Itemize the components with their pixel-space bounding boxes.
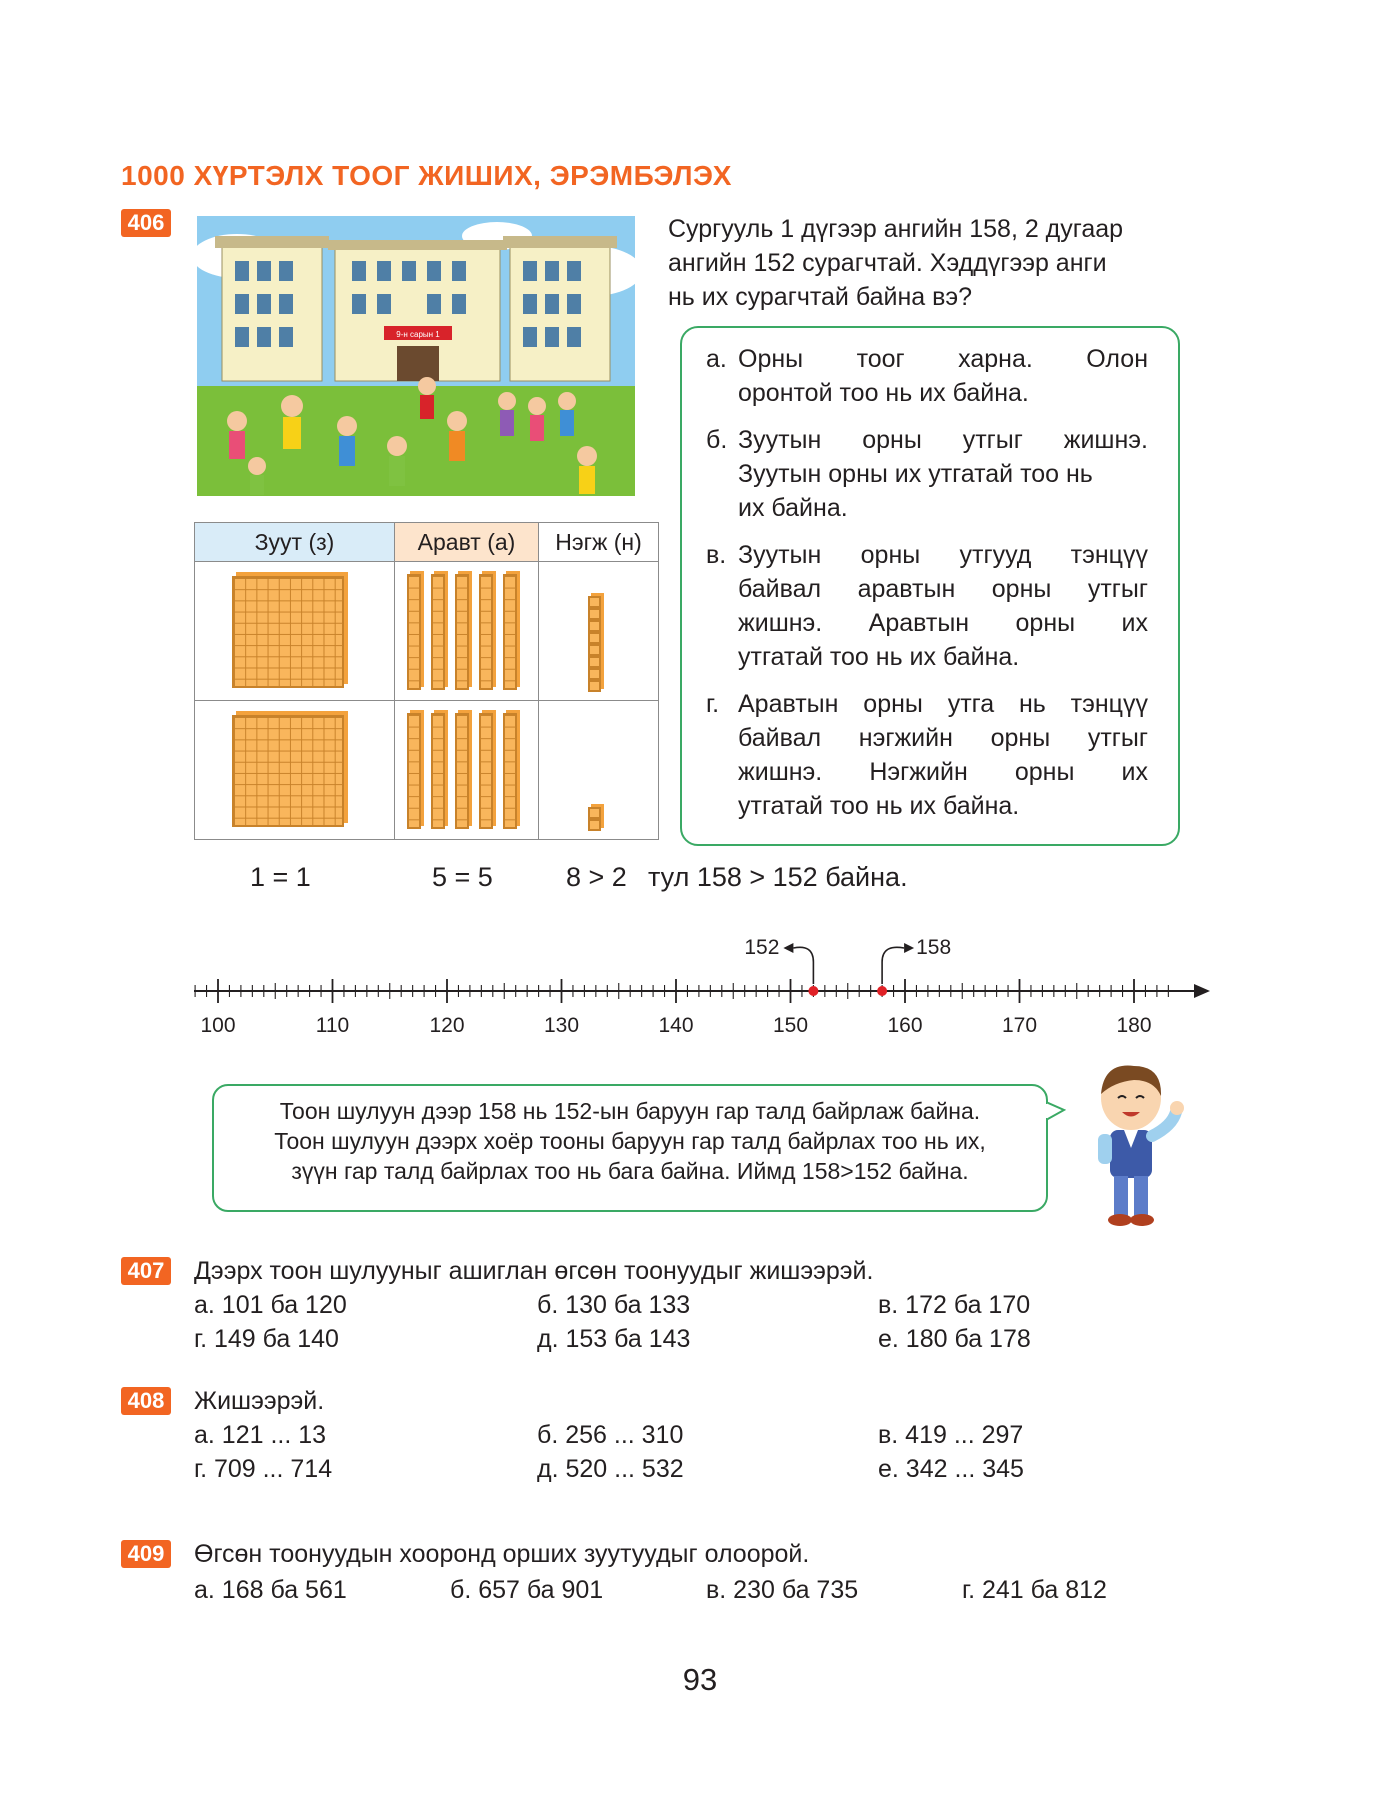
exercise-407-item-g: г. 149 ба 140 <box>194 1325 339 1353</box>
exercise-408-item-a: а. 121 ... 13 <box>194 1421 327 1449</box>
arrow-to-152-icon <box>793 947 813 984</box>
exercise-407-item-e: е. 180 ба 178 <box>878 1325 1031 1353</box>
tens-header: Аравт (а) <box>395 523 539 562</box>
rule-line: утгатай тоо нь их байна. <box>738 643 1020 671</box>
exercise-409-item-a: а. 168 ба 561 <box>194 1576 347 1604</box>
exercise-408-item-d: д. 520 ... 532 <box>537 1455 684 1483</box>
hundred-block <box>232 715 344 827</box>
ones-header: Нэгж (н) <box>539 523 659 562</box>
question-line: Сургууль 1 дүгээр ангийн 158, 2 дугаар <box>668 215 1124 243</box>
rule-label: в. <box>706 541 727 569</box>
exercise-407-item-v: в. 172 ба 170 <box>878 1291 1031 1319</box>
speech-line: зүүн гар талд байрлах тоо нь бага байна. Иймд 158>152 байна. <box>291 1158 969 1184</box>
one-cube <box>588 668 601 680</box>
rule-a <box>706 342 1148 410</box>
ten-rod <box>407 574 421 690</box>
speech-bubble-tail-icon <box>1046 1100 1066 1124</box>
ten-rod <box>503 574 517 690</box>
school-illustration <box>197 216 635 496</box>
label-158: 158 <box>916 936 952 959</box>
ten-rod <box>455 713 469 829</box>
exercise-409-prompt: Өгсөн тоонуудын хооронд орших зуутуудыг олоорой. <box>194 1540 810 1568</box>
ten-rod <box>479 713 493 829</box>
ten-rods <box>407 574 517 690</box>
tens-comparison: 5 = 5 <box>432 862 493 892</box>
hundreds-header: Зуут (з) <box>195 523 395 562</box>
rule-line: Зуутын орны утгыг жишнэ. <box>738 426 1148 454</box>
rule-line: байвал нэгжийн орны утгыг <box>738 724 1148 752</box>
tick-label: 100 <box>200 1014 236 1037</box>
ones-cell <box>539 562 659 701</box>
ten-rod <box>503 713 517 829</box>
ten-rod <box>479 574 493 690</box>
place-value-table <box>194 522 659 840</box>
exercise-408-prompt: Жишээрэй. <box>194 1387 325 1415</box>
exercise-409-item-v: в. 230 ба 735 <box>706 1576 859 1604</box>
tick-label: 140 <box>658 1014 694 1037</box>
exercise-406-question <box>668 212 1188 314</box>
rule-g <box>706 687 1148 823</box>
one-cube <box>588 596 601 608</box>
question-line: ангийн 152 сурагчтай. Хэддүгээр анги <box>668 249 1107 277</box>
exercise-409-item-b: б. 657 ба 901 <box>450 1576 604 1604</box>
tick-label: 170 <box>1001 1014 1038 1037</box>
rule-line: Аравтын орны утга нь тэнцүү <box>738 690 1148 718</box>
exercise-408-item-v: в. 419 ... 297 <box>878 1421 1024 1449</box>
tick-label: 180 <box>1116 1014 1152 1037</box>
hundreds-comparison: 1 = 1 <box>250 862 311 892</box>
arrowhead-158-icon <box>904 943 914 953</box>
school-sign-text: 9-н сарын 1 <box>396 330 440 339</box>
rule-line: жишнэ. Нэгжийн орны их <box>738 758 1148 786</box>
boy-character-icon <box>1076 1058 1186 1228</box>
rule-line: байвал аравтын орны утгыг <box>738 575 1148 603</box>
table-row-152 <box>195 701 659 840</box>
rule-label: а. <box>706 345 727 373</box>
speech-line: Тоон шулуун дээрх хоёр тооны баруун гар талд байрлах тоо нь их, <box>274 1128 986 1154</box>
exercise-409-badge: 409 <box>121 1540 171 1568</box>
comparison-conclusion: тул 158 > 152 байна. <box>648 862 908 892</box>
hundred-block <box>232 576 344 688</box>
exercise-407-item-d: д. 153 ба 143 <box>537 1325 691 1353</box>
rule-line: их байна. <box>738 494 848 522</box>
ten-rod <box>431 713 445 829</box>
question-line: нь их сурагчтай байна вэ? <box>668 283 973 311</box>
ones-comparison: 8 > 2 <box>566 862 627 892</box>
one-cube <box>588 819 601 831</box>
exercise-408-item-g: г. 709 ... 714 <box>194 1455 333 1483</box>
exercise-407-item-a: а. 101 ба 120 <box>194 1291 347 1319</box>
point-152-marker <box>808 986 818 996</box>
exercise-408-item-e: е. 342 ... 345 <box>878 1455 1024 1483</box>
speech-line: Тоон шулуун дээр 158 нь 152-ын баруун гар талд байрлаж байна. <box>279 1098 981 1124</box>
tick-label: 130 <box>543 1014 580 1037</box>
exercise-406-badge: 406 <box>121 209 171 237</box>
point-158-marker <box>877 986 887 996</box>
rule-label: б. <box>706 426 728 454</box>
tens-cell <box>395 701 539 840</box>
rule-label: г. <box>706 690 720 718</box>
arrow-to-158-icon <box>882 947 904 984</box>
number-line <box>180 930 1220 1050</box>
tick-labels <box>200 1014 1151 1037</box>
tick-label: 160 <box>887 1014 923 1037</box>
exercise-408-item-b: б. 256 ... 310 <box>537 1421 684 1449</box>
speech-bubble <box>212 1084 1048 1212</box>
school-scene-image <box>197 216 635 496</box>
one-cube <box>588 680 601 692</box>
tens-cell <box>395 562 539 701</box>
one-cube <box>588 644 601 656</box>
ten-rod <box>407 713 421 829</box>
tick-label: 120 <box>429 1014 465 1037</box>
rule-v <box>706 538 1148 674</box>
table-row-158 <box>195 562 659 701</box>
one-cube <box>588 620 601 632</box>
rule-line: утгатай тоо нь их байна. <box>738 792 1020 820</box>
exercise-409-item-g: г. 241 ба 812 <box>962 1576 1107 1604</box>
tick-label: 110 <box>315 1014 350 1037</box>
one-cube <box>588 608 601 620</box>
rule-line: Зуутын орны утгууд тэнцүү <box>738 541 1148 569</box>
exercise-407-badge: 407 <box>121 1257 171 1285</box>
hundreds-cell <box>195 701 395 840</box>
one-cube <box>588 807 601 819</box>
one-cube <box>588 632 601 644</box>
exercise-407-prompt: Дээрх тоон шулууныг ашиглан өгсөн тоонуудыг жишээрэй. <box>194 1257 874 1285</box>
rule-b <box>706 423 1148 525</box>
one-cube <box>588 656 601 668</box>
rule-line: Орны тоог харна. Олон <box>738 345 1148 373</box>
number-line-arrow-icon <box>1194 984 1210 998</box>
rule-line: Зуутын орны их утгатай тоо нь <box>738 460 1093 488</box>
exercise-407-item-b: б. 130 ба 133 <box>537 1291 691 1319</box>
exercise-408-badge: 408 <box>121 1387 171 1415</box>
ten-rod <box>455 574 469 690</box>
tick-label: 150 <box>772 1014 809 1037</box>
comparison-rules-box <box>680 326 1180 846</box>
page-number: 93 <box>682 1662 718 1697</box>
rule-line: оронтой тоо нь их байна. <box>738 379 1029 407</box>
ones-cell <box>539 701 659 840</box>
arrowhead-152-icon <box>783 943 793 953</box>
hundreds-cell <box>195 562 395 701</box>
ten-rods <box>407 713 517 829</box>
rule-line: жишнэ. Аравтын орны их <box>738 609 1148 637</box>
label-152: 152 <box>744 936 780 959</box>
section-title: 1000 ХҮРТЭЛХ ТООГ ЖИШИХ, ЭРЭМБЭЛЭХ <box>121 160 732 191</box>
ten-rod <box>431 574 445 690</box>
